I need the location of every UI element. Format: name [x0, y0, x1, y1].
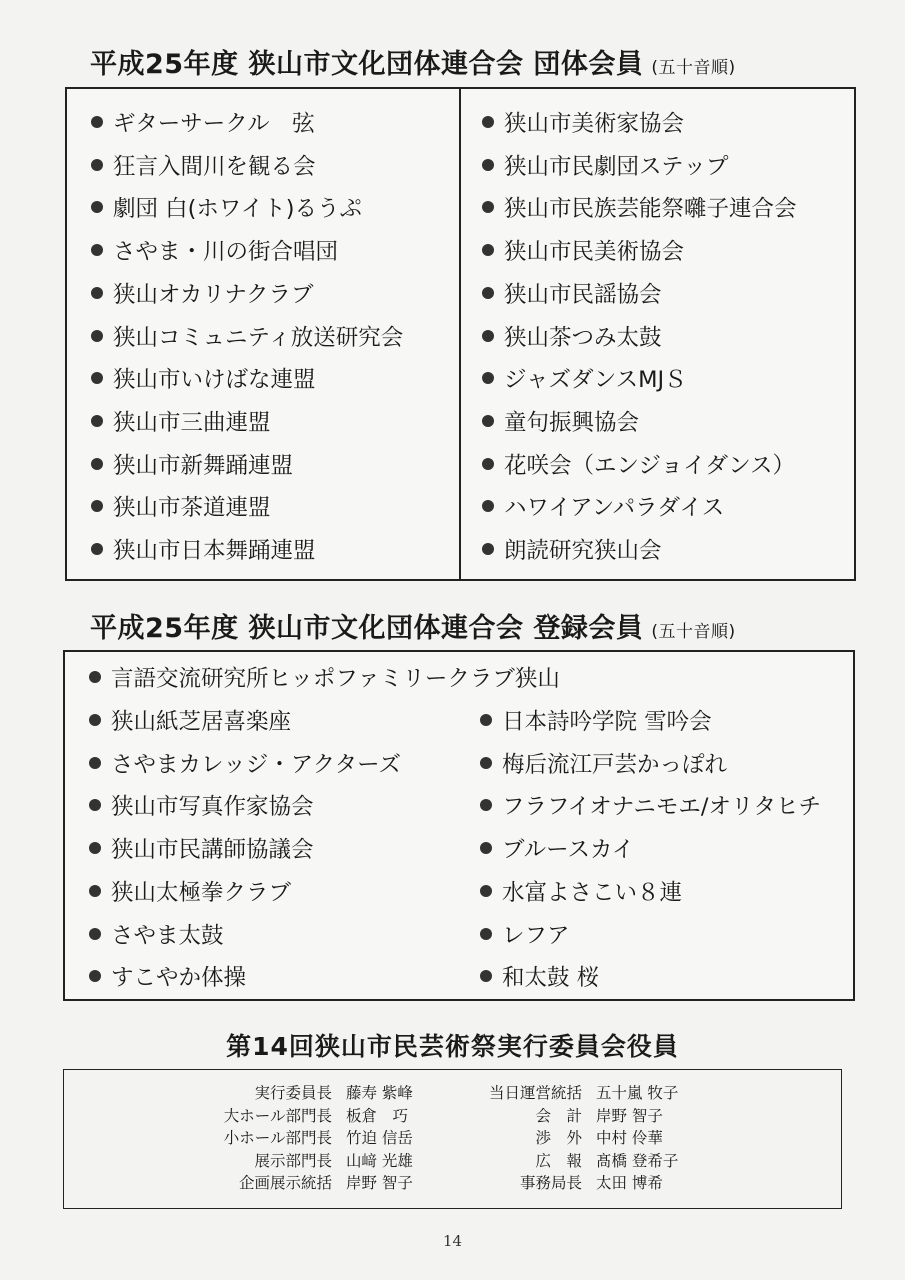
list-item-label: 言語交流研究所ヒッポファミリークラブ狭山 [111, 666, 560, 692]
list-item-label: 狭山市民劇団ステップ [504, 153, 729, 180]
list-item-label: レフア [502, 922, 570, 949]
officer-role: 展示部門長 [254, 1151, 332, 1170]
list-item [480, 963, 599, 993]
bullet-icon [89, 757, 101, 769]
list-item [480, 878, 682, 908]
list-item-label: 和太鼓 桜 [502, 965, 600, 992]
list-item-label: 劇団 白(ホワイト)るうぷ [113, 196, 363, 223]
list-item [91, 152, 316, 182]
list-item-label: さやま・川の街合唱団 [113, 239, 339, 266]
list-item-label: 童句振興協会 [504, 409, 640, 436]
bullet-icon [482, 458, 494, 470]
officer-role: 広 報 [535, 1151, 582, 1170]
list-item-label: 水富よさこい８連 [502, 879, 683, 906]
bullet-icon [482, 415, 494, 427]
list-item-label: ギターサークル 弦 [113, 111, 315, 137]
bullet-icon [91, 458, 103, 470]
list-item [91, 323, 403, 353]
list-item-label: ハワイアンパラダイス [504, 495, 725, 522]
section1-divider [459, 89, 461, 579]
list-item [480, 835, 634, 865]
bullet-icon [480, 885, 492, 897]
section1-title [90, 42, 736, 81]
list-item-label: 狭山市新舞踊連盟 [113, 452, 294, 479]
officer-role: 実行委員長 [254, 1084, 332, 1102]
list-item [89, 835, 314, 865]
list-item [89, 707, 291, 737]
list-item [480, 792, 821, 822]
list-item-label: 狭山市民族芸能祭囃子連合会 [504, 196, 797, 223]
officer-name: 太田 博希 [596, 1174, 663, 1192]
list-item [91, 536, 316, 566]
bullet-icon [91, 500, 103, 512]
list-item-label: 狭山市民謡協会 [504, 281, 662, 308]
bullet-icon [482, 500, 494, 512]
list-item-label: さやま太鼓 [111, 922, 224, 949]
bullet-icon [91, 330, 103, 342]
bullet-icon [482, 116, 494, 128]
list-item-label: 狭山市民美術協会 [504, 239, 685, 266]
list-item-label: 狭山市写真作家協会 [111, 794, 314, 821]
list-item [91, 237, 338, 267]
officer-row [472, 1127, 663, 1149]
bullet-icon [480, 757, 492, 769]
list-item-label: フラフイオナニモエ/オリタヒチ [502, 794, 821, 821]
section2-box [63, 650, 855, 1001]
officer-row [472, 1150, 678, 1172]
list-item-label: さやまカレッジ・アクターズ [111, 751, 402, 778]
bullet-icon [482, 287, 494, 299]
officer-row [204, 1105, 408, 1127]
list-item-label: すこやか体操 [111, 965, 247, 992]
officer-name: 藤寿 紫峰 [346, 1084, 413, 1102]
section1-title-text: 平成25年度 狭山市文化団体連合会 団体会員 [90, 49, 644, 80]
officer-row [204, 1127, 413, 1149]
list-item [482, 237, 684, 267]
bullet-icon [482, 543, 494, 555]
list-item [89, 792, 314, 822]
list-item-label: 梅后流江戸芸かっぽれ [502, 751, 728, 778]
bullet-icon [91, 372, 103, 384]
list-item-label: 狭山市三曲連盟 [113, 409, 271, 436]
list-item [91, 451, 293, 481]
list-item-label: 日本詩吟学院 雪吟会 [502, 709, 712, 735]
list-item [480, 921, 570, 951]
bullet-icon [482, 372, 494, 384]
bullet-icon [91, 287, 103, 299]
list-item-label: 狭山市美術家協会 [504, 111, 685, 137]
bullet-icon [480, 714, 492, 726]
section2-order-note: (五十音順) [651, 622, 736, 642]
list-item [482, 152, 729, 182]
bullet-icon [482, 244, 494, 256]
section2-title-text: 平成25年度 狭山市文化団体連合会 登録会員 [90, 613, 644, 644]
list-item [480, 707, 712, 737]
list-item [89, 963, 246, 993]
bullet-icon [480, 799, 492, 811]
bullet-icon [89, 671, 101, 683]
list-item-label: 狭山市茶道連盟 [113, 495, 271, 522]
bullet-icon [482, 159, 494, 171]
officer-name: 板倉 巧 [346, 1106, 409, 1125]
bullet-icon [91, 415, 103, 427]
list-item [89, 921, 224, 951]
page-number: 14 [442, 1232, 463, 1250]
officer-name: 岸野 智子 [596, 1106, 663, 1125]
list-item [482, 323, 662, 353]
list-item [89, 664, 560, 694]
officer-row [472, 1172, 663, 1194]
list-item-label: 狭山太極拳クラブ [111, 879, 292, 906]
list-item [89, 750, 401, 780]
list-item [91, 408, 271, 438]
bullet-icon [89, 714, 101, 726]
list-item [482, 280, 662, 310]
officer-name: 竹迫 信岳 [346, 1129, 413, 1147]
list-item-label: 狭山オカリナクラブ [113, 281, 314, 308]
officer-row [204, 1082, 413, 1104]
list-item [482, 194, 797, 224]
bullet-icon [482, 330, 494, 342]
bullet-icon [91, 543, 103, 555]
list-item [482, 493, 724, 523]
officer-role: 渉 外 [535, 1129, 582, 1147]
list-item-label: ブルースカイ [502, 837, 635, 864]
officer-role: 大ホール部門長 [223, 1106, 332, 1125]
list-item-label: ジャズダンスMJＳ [504, 367, 687, 394]
bullet-icon [480, 928, 492, 940]
list-item-label: 狭山市日本舞踊連盟 [113, 538, 316, 564]
officer-role: 会 計 [535, 1106, 582, 1125]
section2-title [90, 606, 736, 645]
officer-name: 中村 伶華 [596, 1129, 663, 1147]
list-item [482, 536, 662, 566]
list-item-label: 狭山市民講師協議会 [111, 837, 314, 864]
bullet-icon [89, 928, 101, 940]
officers-box [63, 1069, 842, 1209]
officer-name: 五十嵐 牧子 [596, 1084, 679, 1102]
bullet-icon [482, 201, 494, 213]
officer-row [472, 1082, 678, 1104]
list-item [482, 365, 687, 395]
bullet-icon [91, 244, 103, 256]
officer-role: 企画展示統括 [238, 1174, 332, 1192]
officer-row [204, 1150, 413, 1172]
list-item [91, 365, 316, 395]
officer-role: 当日運営統括 [488, 1084, 582, 1102]
list-item [89, 878, 291, 908]
list-item [91, 194, 362, 224]
officer-name: 髙橋 登希子 [596, 1151, 679, 1170]
list-item [91, 109, 315, 139]
list-item-label: 狭山紙芝居喜楽座 [111, 709, 292, 735]
officer-name: 山﨑 光雄 [346, 1151, 413, 1170]
bullet-icon [91, 116, 103, 128]
officer-role: 事務局長 [519, 1174, 582, 1192]
bullet-icon [89, 885, 101, 897]
bullet-icon [480, 970, 492, 982]
bullet-icon [89, 970, 101, 982]
section1-order-note: (五十音順) [651, 58, 736, 78]
list-item [91, 493, 271, 523]
section3-title: 第14回狭山市民芸術祭実行委員会役員 [226, 1032, 679, 1061]
list-item-label: 朗読研究狭山会 [504, 538, 662, 564]
list-item [480, 750, 727, 780]
list-item [482, 408, 639, 438]
bullet-icon [480, 842, 492, 854]
bullet-icon [91, 201, 103, 213]
officer-row [204, 1172, 413, 1194]
list-item-label: 狭山コミュニティ放送研究会 [113, 324, 404, 351]
section1-box [65, 87, 856, 581]
officer-role: 小ホール部門長 [223, 1129, 332, 1147]
bullet-icon [89, 799, 101, 811]
officer-row [472, 1105, 663, 1127]
list-item-label: 狭山茶つみ太鼓 [504, 324, 662, 351]
officer-name: 岸野 智子 [346, 1174, 413, 1192]
list-item-label: 花咲会（エンジョイダンス） [504, 452, 796, 479]
list-item [482, 109, 684, 139]
list-item-label: 狭山市いけばな連盟 [113, 367, 316, 394]
list-item [482, 451, 795, 481]
list-item [91, 280, 313, 310]
list-item-label: 狂言入間川を観る会 [113, 153, 316, 180]
bullet-icon [89, 842, 101, 854]
bullet-icon [91, 159, 103, 171]
